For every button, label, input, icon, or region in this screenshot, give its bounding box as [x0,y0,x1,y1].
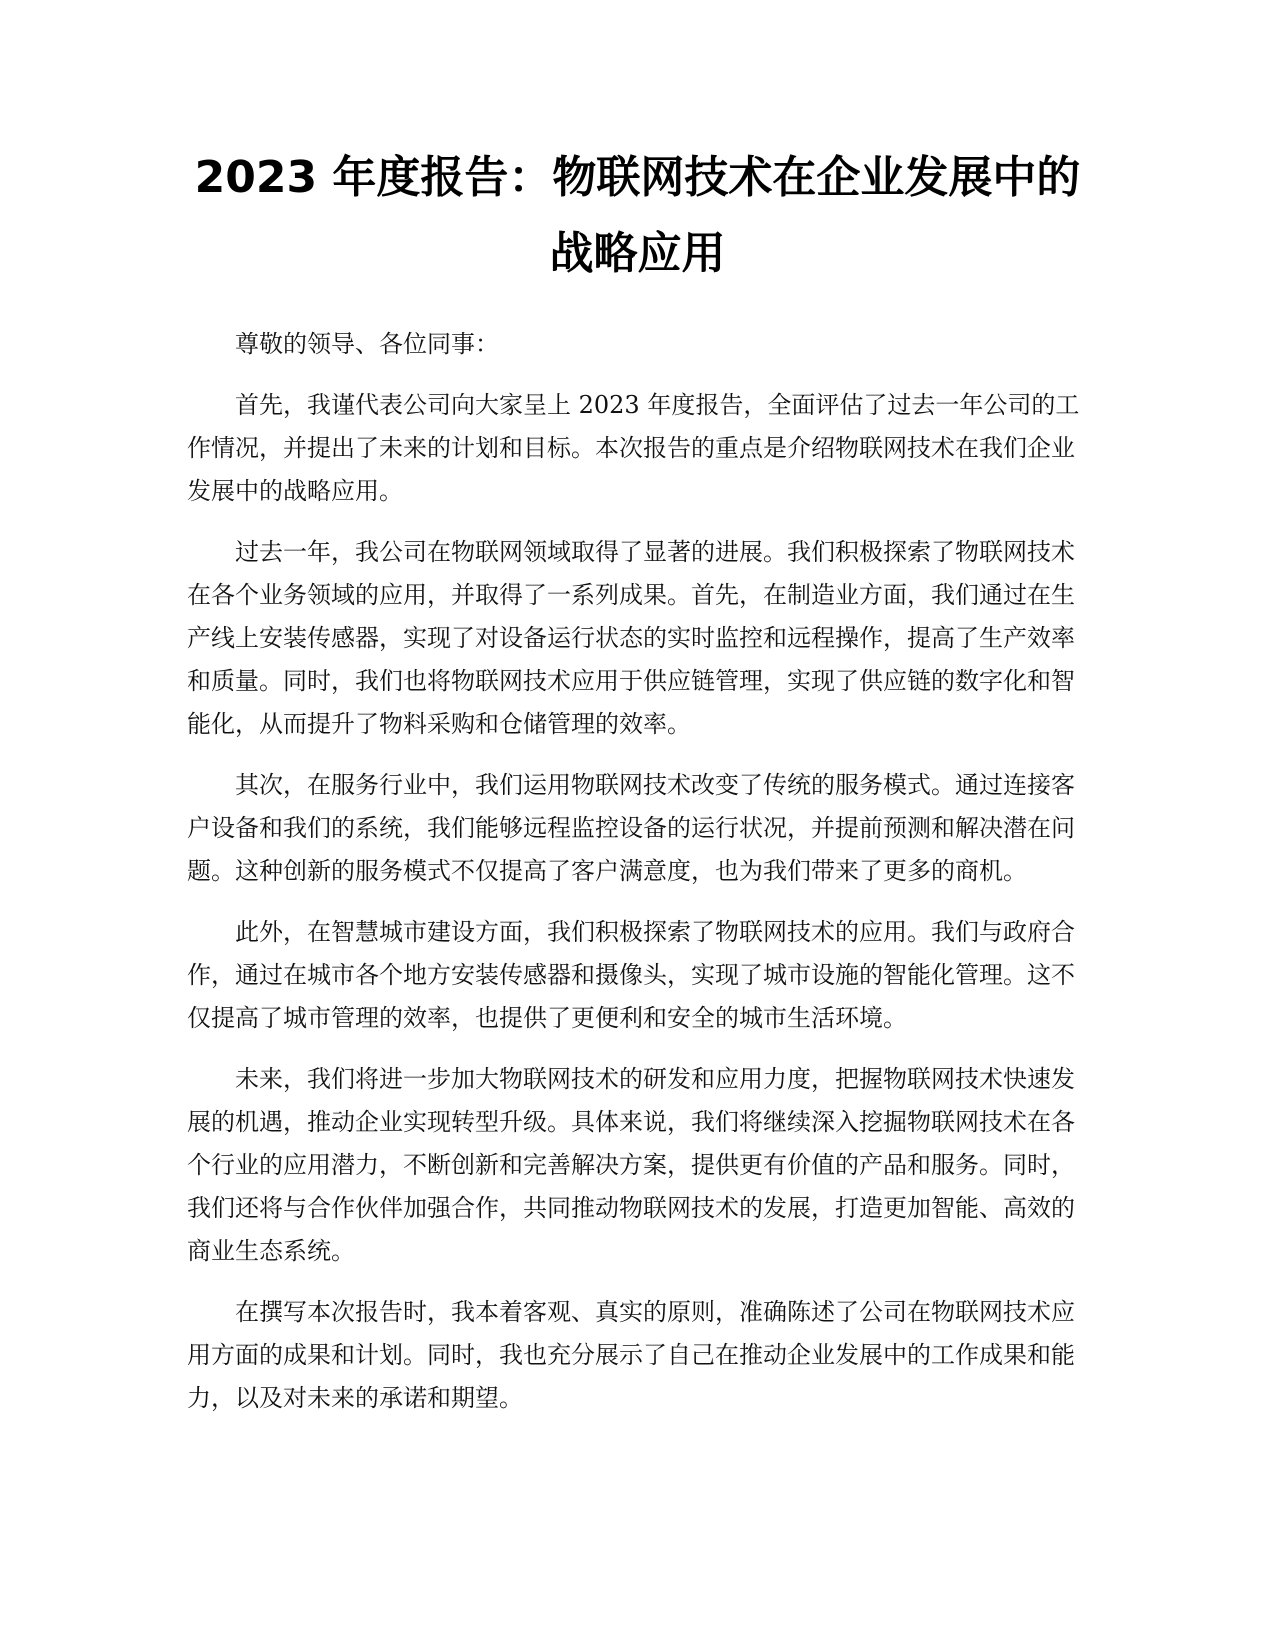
paragraph: 其次，在服务行业中，我们运用物联网技术改变了传统的服务模式。通过连接客户设备和我们的系统，我们能够远程监控设备的运行状况，并提前预测和解决潜在问题。这种创新的服务模式不仅提高了客户满意度，也为我们带来了更多的商机。 [187,771,1075,885]
title-line-2: 战略应用 [549,228,726,279]
paragraph: 未来，我们将进一步加大物联网技术的研发和应用力度，把握物联网技术快速发展的机遇，推动企业实现转型升级。具体来说，我们将继续深入挖掘物联网技术在各个行业的应用潜力，不断创新和完善解决方案，提供更有价值的产品和服务。同时，我们还将与合作伙伴加强合作，共同推动物联网技术的发展，打造更加智能、高效的商业生态系统。 [187,1065,1075,1265]
page-title [150,140,1125,292]
document-body [187,323,1087,1438]
salutation: 尊敬的领导、各位同事： [235,330,499,358]
title-line-1: 2023 年度报告：物联网技术在企业发展中的 [194,152,1081,203]
paragraph: 在撰写本次报告时，我本着客观、真实的原则，准确陈述了公司在物联网技术应用方面的成果和计划。同时，我也充分展示了自己在推动企业发展中的工作成果和能力，以及对未来的承诺和期望。 [187,1298,1075,1412]
paragraph: 此外，在智慧城市建设方面，我们积极探索了物联网技术的应用。我们与政府合作，通过在城市各个地方安装传感器和摄像头，实现了城市设施的智能化管理。这不仅提高了城市管理的效率，也提供了更便利和安全的城市生活环境。 [187,918,1075,1032]
paragraph: 过去一年，我公司在物联网领域取得了显著的进展。我们积极探索了物联网技术在各个业务领域的应用，并取得了一系列成果。首先，在制造业方面，我们通过在生产线上安装传感器，实现了对设备运行状态的实时监控和远程操作，提高了生产效率和质量。同时，我们也将物联网技术应用于供应链管理，实现了供应链的数字化和智能化，从而提升了物料采购和仓储管理的效率。 [187,538,1075,738]
paragraph: 首先，我谨代表公司向大家呈上 2023 年度报告，全面评估了过去一年公司的工作情况，并提出了未来的计划和目标。本次报告的重点是介绍物联网技术在我们企业发展中的战略应用。 [187,391,1080,505]
